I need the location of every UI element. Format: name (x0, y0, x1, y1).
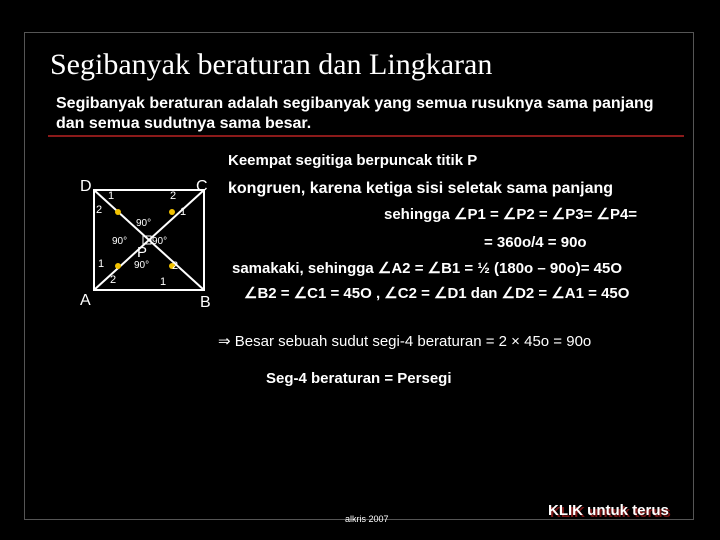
text-line-3: sehingga ∠P1 = ∠P2 = ∠P3= ∠P4= (384, 206, 638, 223)
footer-author: alkris 2007 (345, 514, 389, 524)
angle-num-a1: 1 (98, 258, 105, 270)
angle-marker-a (115, 263, 121, 269)
intro-text: Segibanyak beraturan adalah segibanyak yang semua rusuknya sama panjang dan semua sudutnya sama besar. (56, 95, 654, 132)
center-angle-bottom: 90° (134, 260, 150, 271)
vertex-label-c: C (196, 178, 208, 195)
text-line-6: ∠B2 = ∠C1 = 45O , ∠C2 = ∠D1 dan ∠D2 = ∠A1 = 45O (244, 285, 630, 302)
center-angle-right: 90° (152, 236, 168, 247)
implies-arrow-icon: ⇒ (218, 332, 231, 350)
result-text: Seg-4 beraturan = Persegi (266, 370, 452, 387)
next-slide-button[interactable]: KLIK untuk terus (548, 502, 669, 519)
text-line-1: Keempat segitiga berpuncak titik P (228, 152, 478, 169)
angle-num-d2: 2 (96, 204, 103, 216)
angle-num-d1: 1 (108, 190, 115, 202)
text-line-4: = 360o/4 = 90o (484, 234, 587, 251)
center-angle-top: 90° (136, 218, 152, 229)
center-angle-left: 90° (112, 236, 128, 247)
vertex-label-b: B (200, 294, 211, 311)
vertex-label-d: D (80, 178, 92, 195)
angle-num-b2: 2 (172, 260, 179, 272)
angle-num-c2: 2 (170, 190, 177, 202)
vertex-label-a: A (80, 292, 91, 309)
text-line-5: samakaki, sehingga ∠A2 = ∠B1 = ½ (180o – 90o)= 45O (232, 260, 622, 277)
slide-title: Segibanyak beraturan dan Lingkaran (50, 48, 493, 81)
text-line-2: kongruen, karena ketiga sisi seletak sama panjang (228, 180, 614, 197)
center-label-p: P (137, 244, 148, 261)
angle-num-b1: 1 (160, 276, 167, 288)
angle-marker-d (115, 209, 121, 215)
angle-num-a2: 2 (110, 274, 117, 286)
angle-marker-c (169, 209, 175, 215)
conclusion-line (218, 332, 591, 350)
conclusion-text: Besar sebuah sudut segi-4 beraturan = 2 × 45o = 90o (234, 333, 592, 350)
angle-num-c1: 1 (180, 206, 187, 218)
